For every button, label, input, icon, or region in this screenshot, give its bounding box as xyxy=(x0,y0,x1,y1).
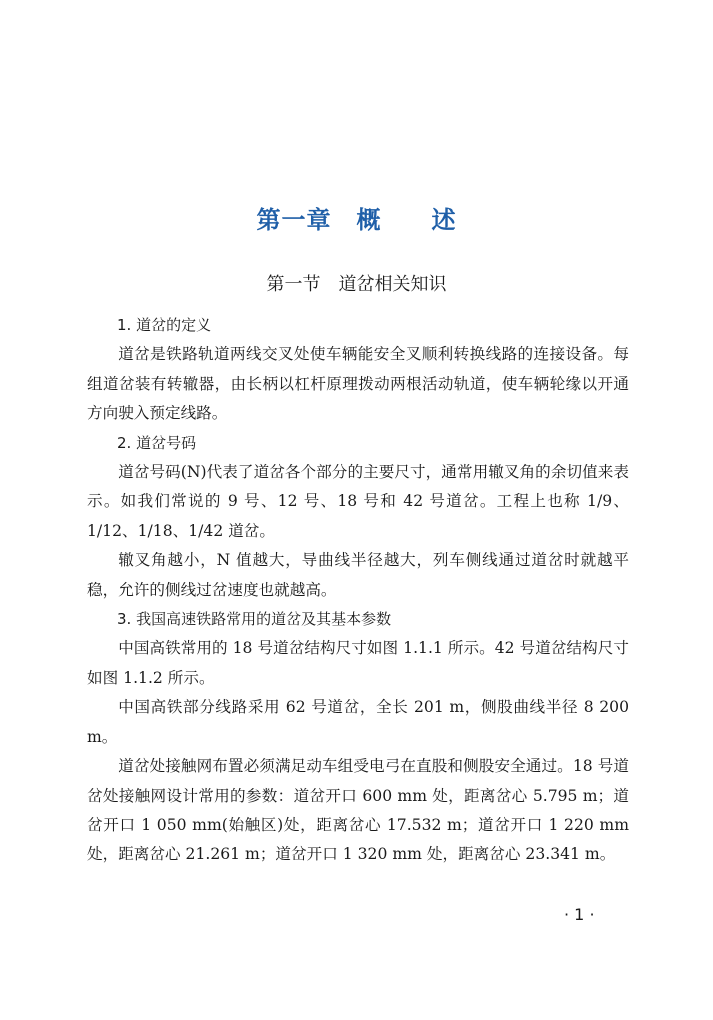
paragraph-number: 道岔号码(N)代表了道岔各个部分的主要尺寸，通常用辙叉角的余切值来表示。如我们常说的 9 号、12 号、18 号和 42 号道岔。工程上也称 1/9、1/12、1/18、1/42 道岔。 xyxy=(87,463,629,540)
subheading-definition: 1. 道岔的定义 xyxy=(117,316,212,334)
body-text xyxy=(87,311,629,870)
paragraph-catenary: 道岔处接触网布置必须满足动车组受电弓在直股和侧股安全通过。18 号道岔处接触网设计常用的参数：道岔开口 600 mm 处，距离岔心 5.795 m；道岔开口 1 050 mm(始触区)处，距离岔心 17.532 m；道岔开口 1 220 mm 处，距离岔心 21.261 m；道岔开口 1 320 mm 处，距离岔心 23.341 m。 xyxy=(87,757,629,864)
paragraph-definition: 道岔是铁路轨道两线交叉处使车辆能安全叉顺利转换线路的连接设备。每组道岔装有转辙器，由长柄以杠杆原理拨动两根活动轨道，使车辆轮缘以开通方向驶入预定线路。 xyxy=(87,345,629,423)
chapter-title: 第一章 概 述 xyxy=(256,206,457,234)
paragraph-18-turnout: 中国高铁常用的 18 号道岔结构尺寸如图 1.1.1 所示。42 号道岔结构尺寸如图 1.1.2 所示。 xyxy=(87,639,629,687)
paragraph-62-turnout: 中国高铁部分线路采用 62 号道岔，全长 201 m，侧股曲线半径 8 200 m。 xyxy=(87,698,629,746)
page-number: · 1 · xyxy=(564,905,595,924)
paragraph-frog-angle: 辙叉角越小，N 值越大，导曲线半径越大，列车侧线通过道岔时就越平稳，允许的侧线过岔速度也就越高。 xyxy=(87,551,629,599)
section-title: 第一节 道岔相关知识 xyxy=(266,274,447,295)
subheading-number: 2. 道岔号码 xyxy=(117,433,197,452)
subheading-parameters: 3. 我国高速铁路常用的道岔及其基本参数 xyxy=(117,610,392,629)
